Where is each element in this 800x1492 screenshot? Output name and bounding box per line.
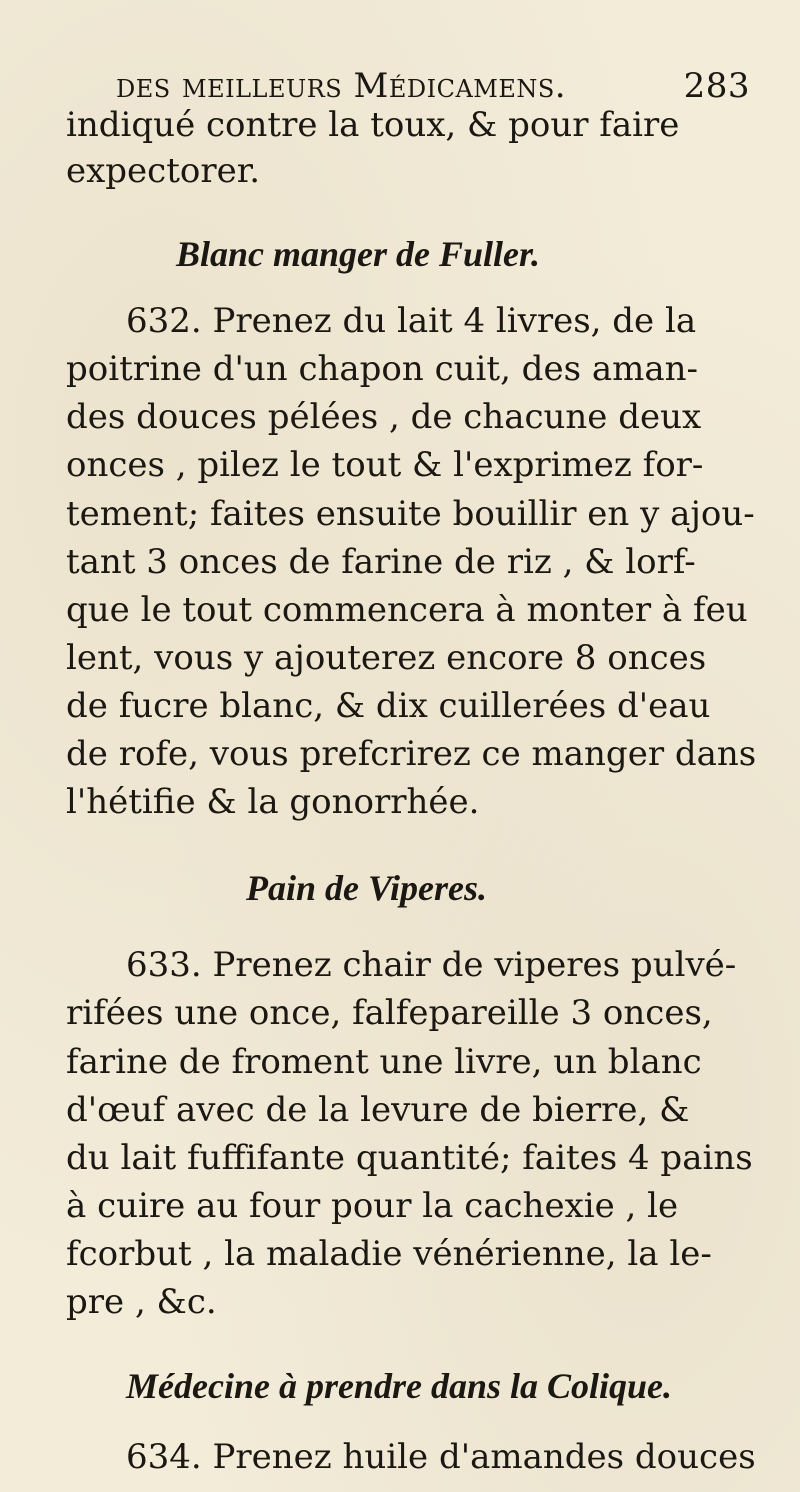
text-line: à cuire au four pour la cachexie , le bbox=[66, 1186, 679, 1226]
text-line: fcorbut , la maladie vénérienne, la le- bbox=[66, 1234, 712, 1274]
text-line: farine de froment une livre, un blanc bbox=[66, 1042, 702, 1082]
section-heading-colique: Médecine à prendre dans la Colique. bbox=[126, 1366, 672, 1406]
running-header bbox=[116, 66, 750, 110]
section-heading-blanc-manger: Blanc manger de Fuller. bbox=[176, 234, 541, 274]
text-line: du lait fuffifante quantité; faites 4 pains bbox=[66, 1138, 753, 1178]
text-line: tement; faites ensuite bouillir en y ajou- bbox=[66, 494, 755, 534]
text-line: pre , &c. bbox=[66, 1282, 217, 1322]
text-line: poitrine d'un chapon cuit, des aman- bbox=[66, 349, 698, 389]
page-number: 283 bbox=[683, 66, 750, 106]
text-line: de rofe, vous prefcrirez ce manger dans bbox=[66, 734, 757, 774]
text-line: de fucre blanc, & dix cuillerées d'eau bbox=[66, 686, 711, 726]
text-line: que le tout commencera à monter à feu bbox=[66, 590, 748, 630]
text-line: l'hétifie & la gonorrhée. bbox=[66, 782, 480, 822]
text-line: 633. Prenez chair de viperes pulvé- bbox=[126, 945, 737, 985]
running-title: des meilleurs Médicamens. bbox=[116, 66, 567, 106]
text-line: expectorer. bbox=[66, 151, 261, 191]
text-line: onces , pilez le tout & l'exprimez for- bbox=[66, 445, 704, 485]
text-line: tant 3 onces de farine de riz , & lorf- bbox=[66, 542, 696, 582]
text-line: lent, vous y ajouterez encore 8 onces bbox=[66, 638, 707, 678]
text-line: des douces pélées , de chacune deux bbox=[66, 397, 702, 437]
text-line: indiqué contre la toux, & pour faire bbox=[66, 105, 680, 145]
text-line: 632. Prenez du lait 4 livres, de la bbox=[126, 301, 697, 341]
text-line: d'œuf avec de la levure de bierre, & bbox=[66, 1090, 690, 1130]
text-line: 634. Prenez huile d'amandes douces bbox=[126, 1437, 756, 1477]
section-heading-pain-de-viperes: Pain de Viperes. bbox=[246, 868, 487, 908]
text-line: rifées une once, falfepareille 3 onces, bbox=[66, 993, 713, 1033]
